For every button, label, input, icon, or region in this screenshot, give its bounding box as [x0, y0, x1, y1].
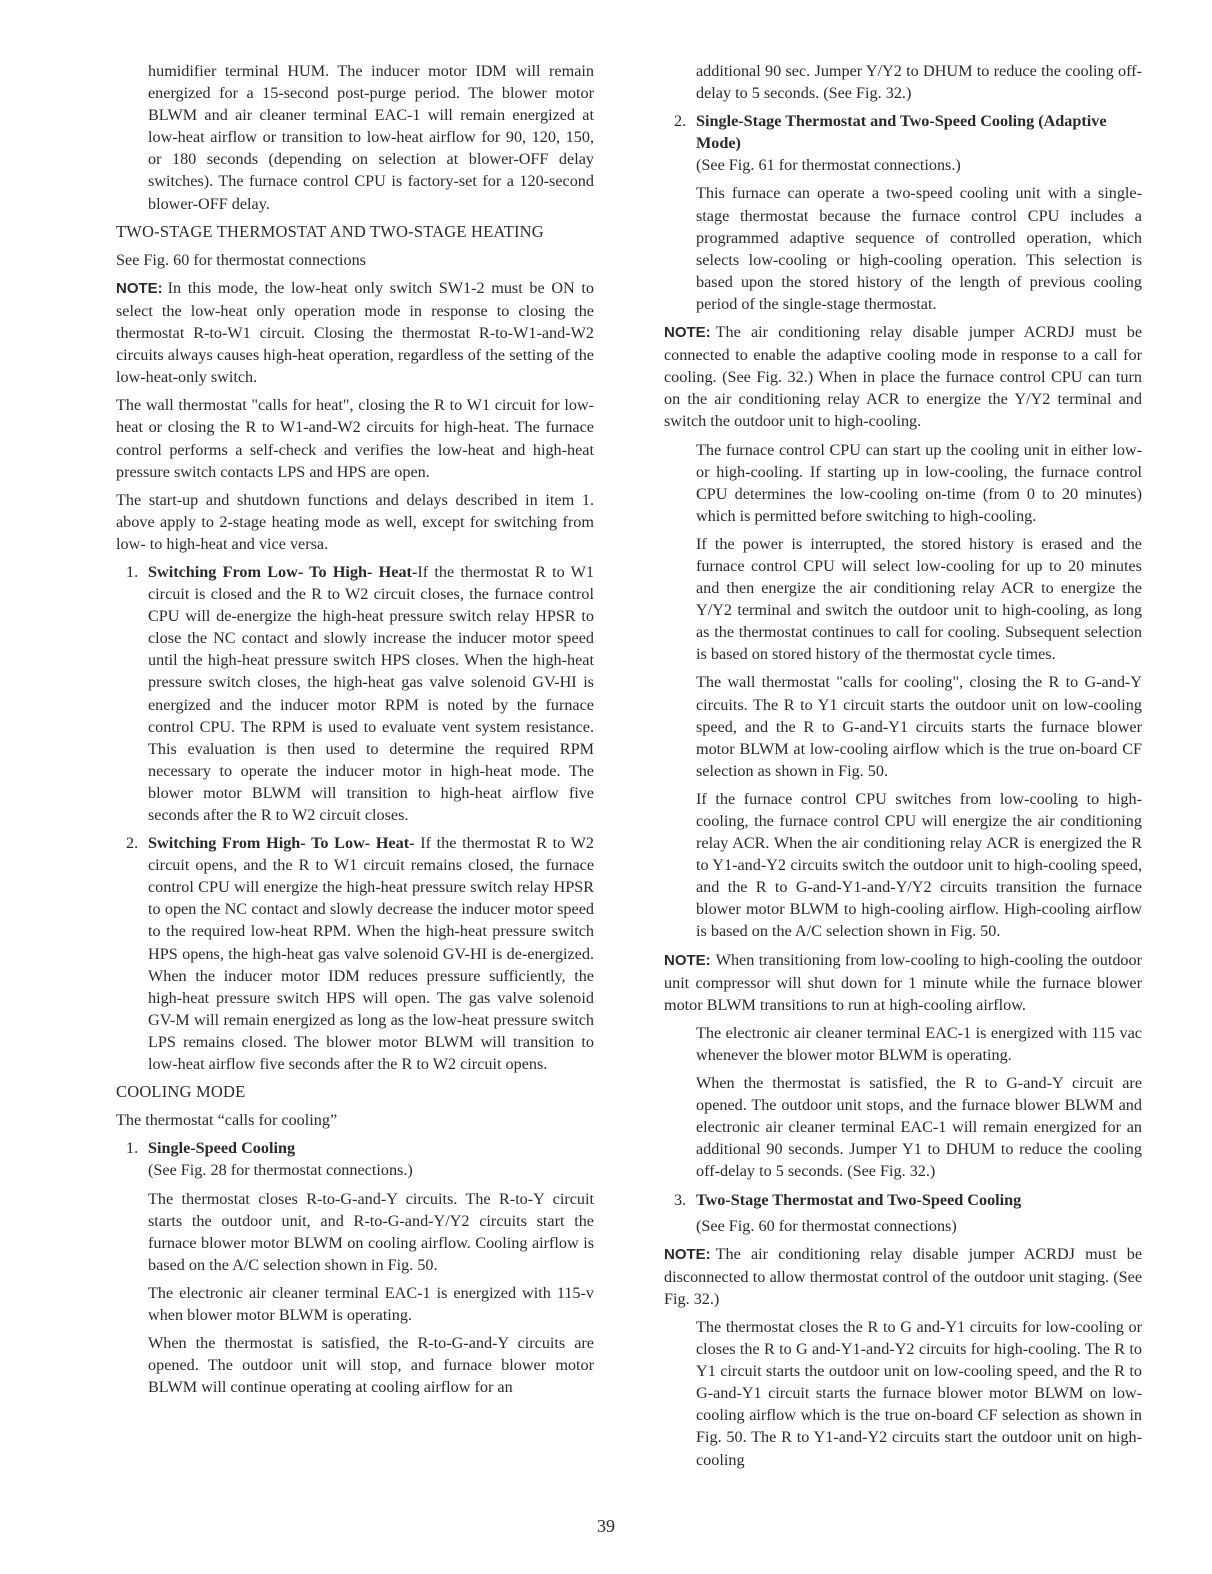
heading-cooling-mode: COOLING MODE [116, 1082, 246, 1102]
item-subtitle: (See Fig. 61 for thermostat connections.) [696, 156, 961, 175]
note-label: NOTE: [664, 1245, 711, 1263]
right-column [664, 60, 1142, 1477]
page-number: 39 [597, 1516, 615, 1536]
note-low-heat-only [116, 277, 594, 388]
paragraph-eac: The electronic air cleaner terminal EAC-1 is energized with 115 vac whenever the blower motor BLWM is operating. [696, 1023, 1142, 1064]
paragraph-calls-for-heat: The wall thermostat "calls for heat", closing the R to W1 circuit for low-heat or closing the R to W1-and-W2 circuits for high-heat. The furnace control performs a self-check and verifies the low-heat and high-heat pressure switch contacts LPS and HPS are open. [116, 396, 594, 481]
note-text: The air conditioning relay disable jumper ACRDJ must be connected to enable the adaptive cooling mode in response to a call for cooling. (See Fig. 32.) When in place the furnace control CPU can turn on the air conditioning relay ACR to energize the Y/Y2 terminal and switch the outdoor unit to high-cooling. [664, 323, 1142, 431]
note-text: In this mode, the low-heat only switch SW1-2 must be ON to select the low-heat only operation mode in response to closing the thermostat R-to-W1 circuit. Closing the thermostat R-to-W1-and-W2 circuits always causes high-heat operation, regardless of the setting of the low-heat-only switch. [116, 278, 594, 387]
list-item-single-speed-cooling [116, 1137, 594, 1398]
item-subtitle: (See Fig. 60 for thermostat connections) [696, 1216, 957, 1235]
list-item-high-to-low [116, 832, 594, 1075]
paragraph-two-stage-closes: The thermostat closes the R to G and-Y1 circuits for low-cooling or closes the R to G and-Y1-and-Y2 circuits for high-cooling. The R to Y1 circuit starts the outdoor unit on low-cooling speed, and the R to G-and-Y1 circuit starts the furnace blower motor BLWM on low-cooling airflow which is the true on-board CF selection as shown in Fig. 50. The R to Y1-and-Y2 circuits start the outdoor unit on high-cooling [696, 1317, 1142, 1469]
item-paragraph: The electronic air cleaner terminal EAC-1 is energized with 115-v when blower motor BLWM is operating. [148, 1283, 594, 1324]
item-paragraph: This furnace can operate a two-speed cooling unit with a single-stage thermostat because the furnace control CPU includes a programmed adaptive sequence of controlled operation, which selects low-cooling or high-cooling operation. This selection is based upon the stored history of the length of previous cooling period of the single-stage thermostat. [696, 184, 1142, 313]
item-text: If the thermostat R to W1 circuit is closed and the R to W2 circuit closes, the furnace control CPU will de-energize the high-heat pressure switch relay HPSR to close the NC contact and slowly increase the inducer motor speed until the high-heat pressure switch HPS closes. When the high-heat pressure switch closes, the high-heat gas valve solenoid GV-HI is energized and the inducer motor RPM is noted by the furnace control CPU. The RPM is used to evaluate vent system resistance. This evaluation is then used to determine the required RPM necessary to operate the inducer motor in high-heat mode. The blower motor BLWM will transition to high-heat airflow five seconds after the R to W2 circuit closes. [148, 562, 595, 824]
see-fig-60: See Fig. 60 for thermostat connections [116, 250, 366, 269]
item-text: If the thermostat R to W2 circuit opens, and the R to W1 circuit remains closed, the furnace control CPU will energize the high-heat pressure switch relay HPSR to open the NC contact and slowly decrease the inducer motor speed to the required low-heat RPM. When the high-heat pressure switch HPS opens, the high-heat gas valve solenoid GV-HI is de-energized. When the inducer motor IDM reduces pressure sufficiently, the high-heat pressure switch HPS will open. The gas valve solenoid GV-M will remain energized as long as the low-heat pressure switch LPS remains closed. The blower motor BLWM will transition to low-heat airflow five seconds after the R to W2 circuit opens. [148, 834, 595, 1074]
item-title: Switching From Low- To High- Heat- [148, 562, 418, 581]
note-label: NOTE: [664, 951, 711, 969]
paragraph-switch-high-cooling: If the furnace control CPU switches from low-cooling to high-cooling, the furnace control CPU will energize the air conditioning relay ACR. When the air conditioning relay ACR is energized the R to Y1-and-Y2 circuits switch the outdoor unit to high-cooling speed, and the R to G-and-Y1-and-Y/Y2 circuits transition the furnace blower motor BLWM to high-cooling airflow. High-cooling airflow is based on the A/C selection shown in Fig. 50. [696, 789, 1142, 941]
note-acrdj-connected [664, 321, 1142, 432]
paragraph-startup-cooling: The furnace control CPU can start up the cooling unit in either low- or high-cooling. If starting up in low-cooling, the furnace control CPU determines the low-cooling on-time (from 0 to 20 minutes) which is permitted before switching to high-cooling. [696, 440, 1142, 525]
item-number: 3. [674, 1190, 687, 1209]
paragraph-startup-shutdown: The start-up and shutdown functions and delays described in item 1. above apply to 2-stage heating mode as well, except for switching from low- to high-heat and vice versa. [116, 490, 594, 553]
list-item-low-to-high [116, 561, 594, 826]
item-title: Single-Stage Thermostat and Two-Speed Cooling (Adaptive Mode) [696, 112, 1107, 153]
item-title: Switching From High- To Low- Heat- [148, 834, 415, 853]
item-title: Two-Stage Thermostat and Two-Speed Cooling [696, 1190, 1022, 1209]
list-item-two-stage-cooling [664, 1189, 1142, 1237]
note-text: The air conditioning relay disable jumper ACRDJ must be disconnected to allow thermostat control of the outdoor unit staging. (See Fig. 32.) [664, 1244, 1142, 1308]
item-paragraph: The thermostat closes R-to-G-and-Y circuits. The R-to-Y circuit starts the outdoor unit, and R-to-G-and-Y/Y2 circuits start the furnace blower motor BLWM on cooling airflow. Cooling airflow is based on the A/C selection shown in Fig. 50. [148, 1189, 594, 1274]
item-paragraph: When the thermostat is satisfied, the R-to-G-and-Y circuits are opened. The outdoor unit will stop, and furnace blower motor BLWM will continue operating at cooling airflow for an [148, 1334, 594, 1397]
paragraph-calls-for-cooling: The wall thermostat "calls for cooling", closing the R to G-and-Y circuits. The R to Y1 circuit starts the outdoor unit on low-cooling speed, and the R to G-and-Y1 circuits starts the furnace blower motor BLWM at low-cooling airflow which is the true on-board CF selection as shown in Fig. 50. [696, 673, 1142, 780]
note-label: NOTE: [116, 279, 163, 297]
item-number: 1. [126, 562, 139, 581]
item-number: 2. [126, 834, 139, 853]
note-text: When transitioning from low-cooling to high-cooling the outdoor unit compressor will shut down for 1 minute while the furnace blower motor BLWM transitions to run at high-cooling airflow. [664, 950, 1142, 1014]
paragraph-continued: additional 90 sec. Jumper Y/Y2 to DHUM to reduce the cooling off-delay to 5 seconds. (See Fig. 32.) [696, 62, 1142, 103]
note-label: NOTE: [664, 324, 711, 342]
paragraph-satisfied: When the thermostat is satisfied, the R to G-and-Y circuit are opened. The outdoor unit stops, and the furnace blower BLWM and electronic air cleaner terminal EAC-1 will remain energized for an additional 90 seconds. Jumper Y1 to DHUM to reduce the cooling off-delay to 5 seconds. (See Fig. 32.) [696, 1074, 1142, 1181]
list-item-adaptive-mode [664, 110, 1142, 315]
paragraph-intro: humidifier terminal HUM. The inducer motor IDM will remain energized for a 15-second post-purge period. The blower motor BLWM and air cleaner terminal EAC-1 will remain energized at low-heat airflow or transition to low-heat airflow for 90, 120, 150, or 180 seconds (depending on selection at blower-OFF delay switches). The furnace control CPU is factory-set for a 120-second blower-OFF delay. [148, 62, 594, 213]
item-number: 2. [674, 112, 687, 131]
item-subtitle: (See Fig. 28 for thermostat connections.) [148, 1161, 413, 1180]
item-title: Single-Speed Cooling [148, 1139, 296, 1158]
left-column [116, 60, 594, 1404]
heading-two-stage-heating: TWO-STAGE THERMOSTAT AND TWO-STAGE HEATING [116, 221, 544, 241]
paragraph-power-interrupted: If the power is interrupted, the stored history is erased and the furnace control CPU will select low-cooling for up to 20 minutes and then energize the air conditioning relay ACR to energize the Y/Y2 terminal and switch the outdoor unit to high-cooling, as long as the thermostat continues to call for cooling. Subsequent selection is based on stored history of the thermostat cycle times. [696, 534, 1142, 664]
item-number: 1. [126, 1139, 139, 1158]
note-transitioning [664, 949, 1142, 1016]
paragraph-calls-for-cooling: The thermostat “calls for cooling” [116, 1111, 338, 1130]
note-acrdj-disconnected [664, 1243, 1142, 1310]
